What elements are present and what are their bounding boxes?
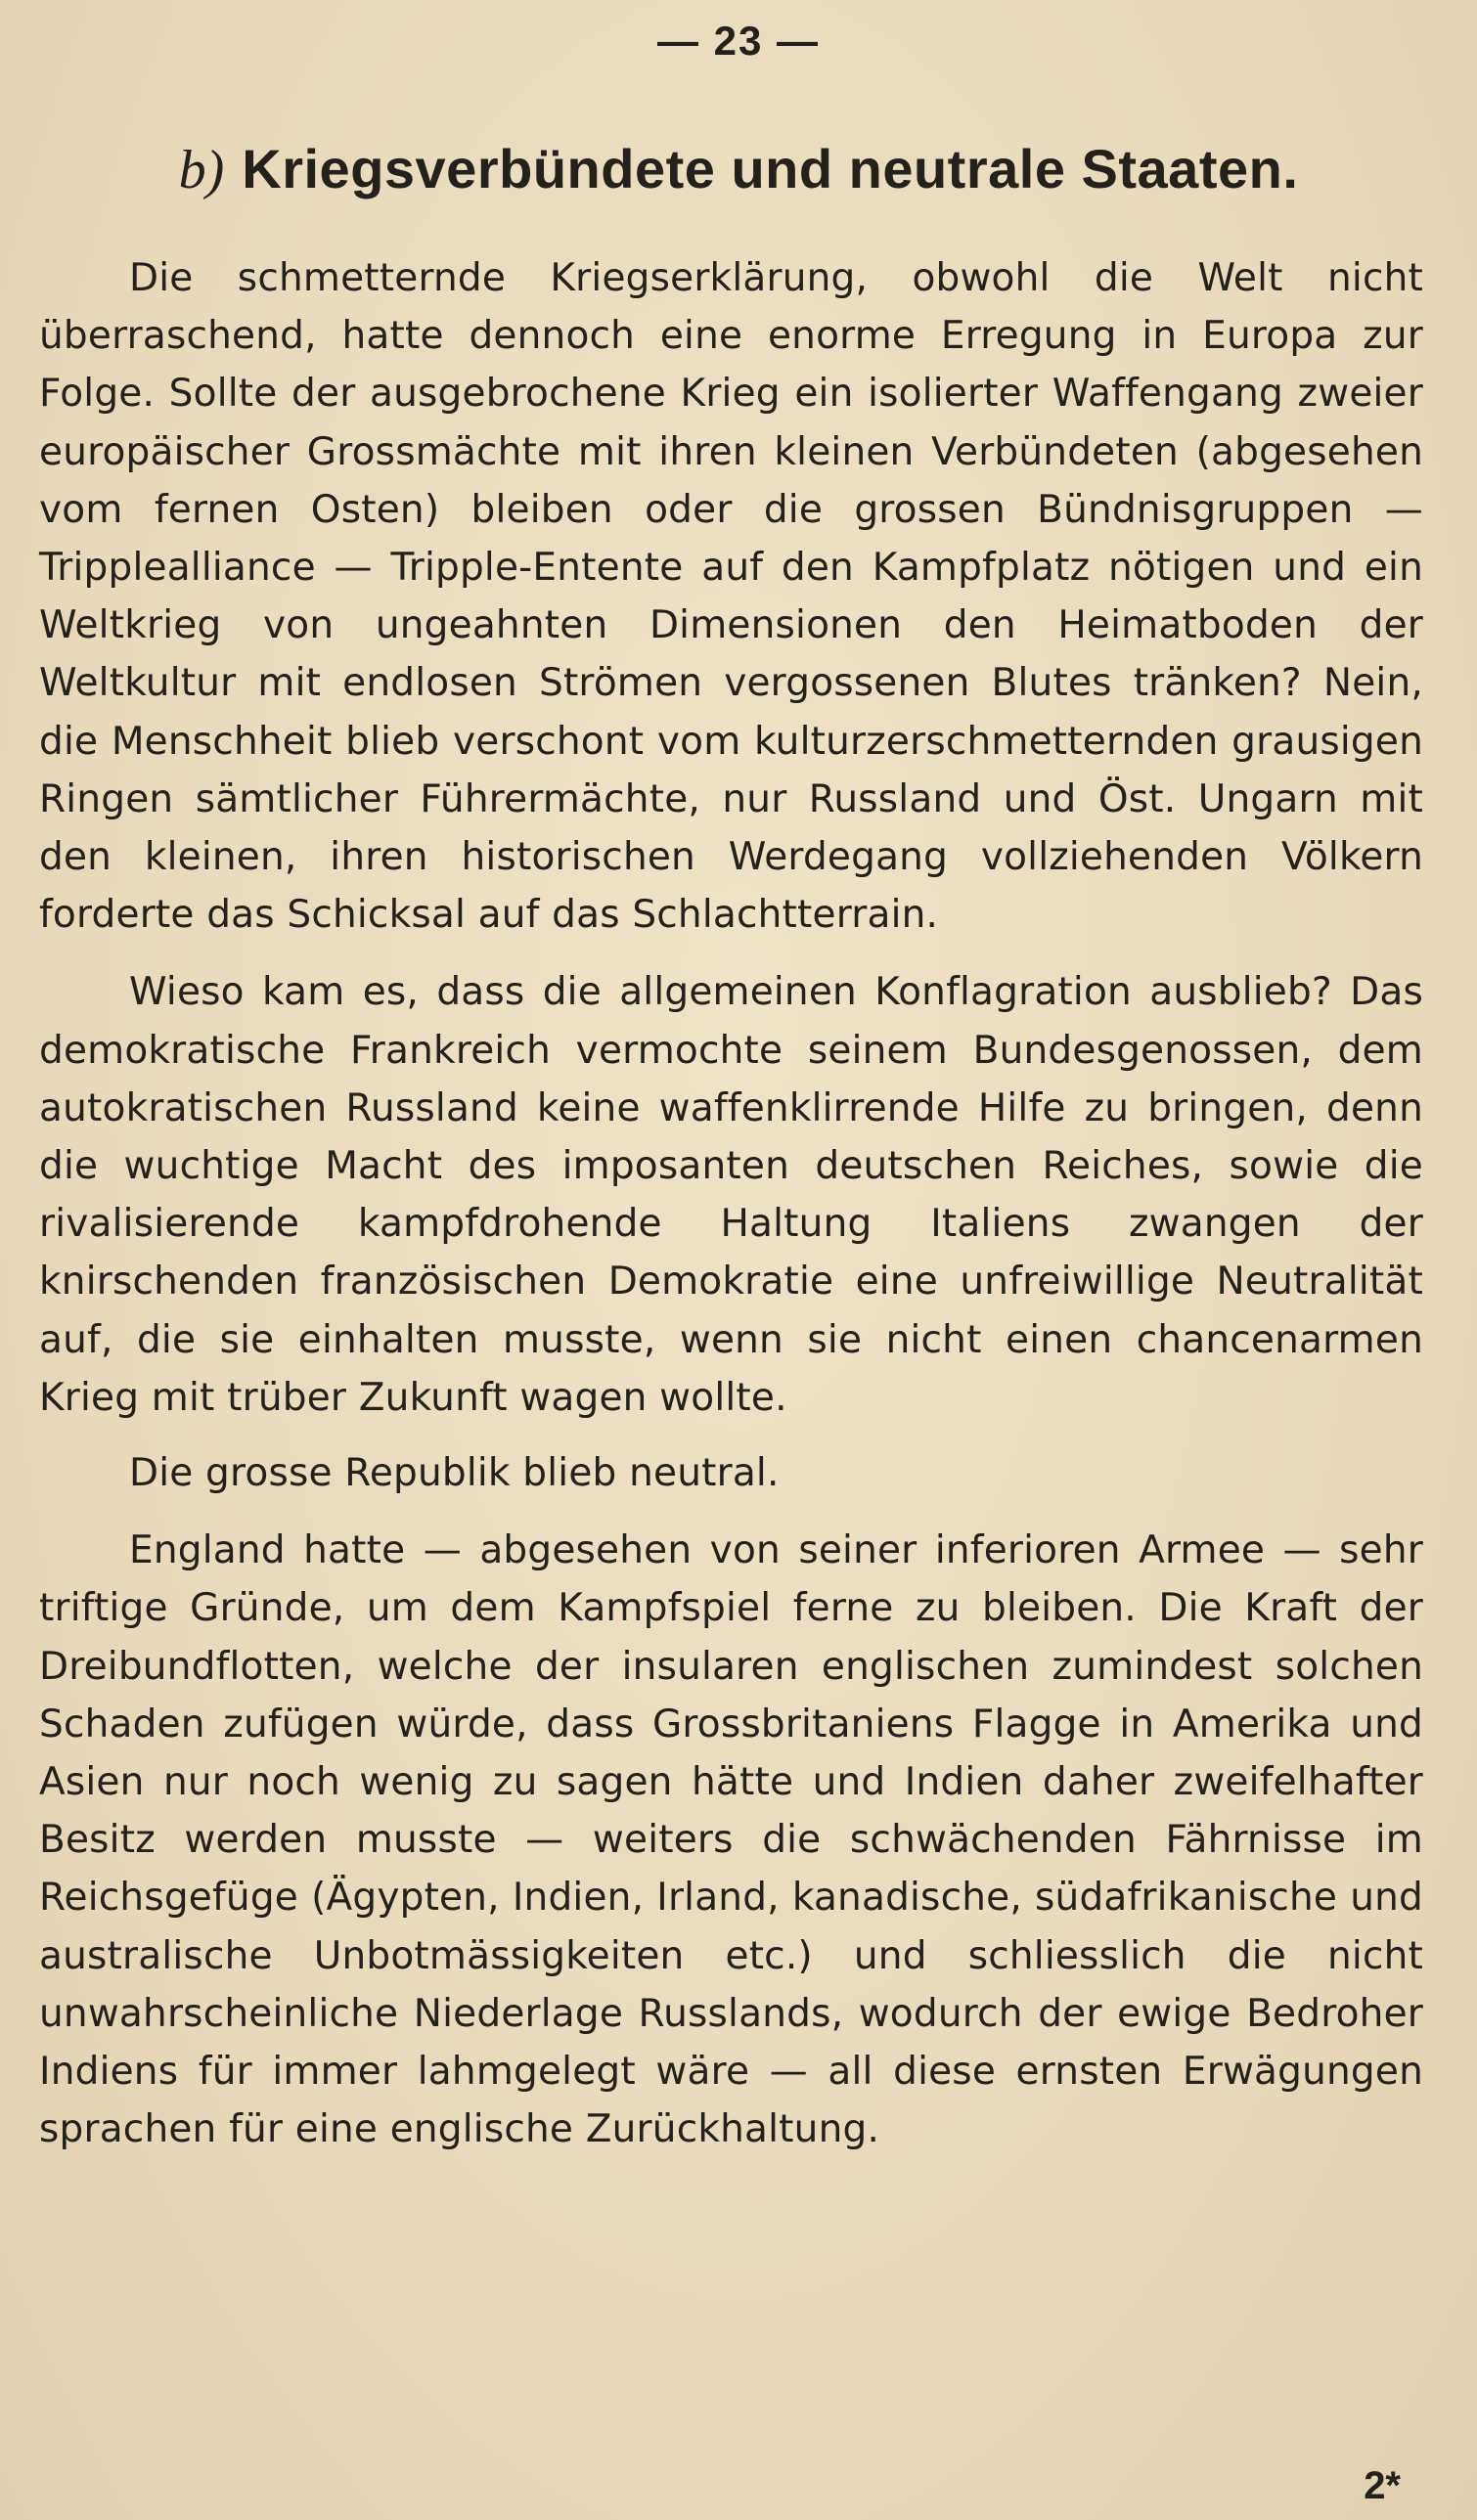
section-title: Kriegsverbündete und neutrale Staaten. [242, 138, 1299, 199]
body-text [39, 249, 1423, 2159]
section-label: b) [178, 140, 225, 200]
signature-mark: 2* [1364, 2464, 1401, 2507]
paragraph-republic-neutral: Die grosse Republik blieb neutral. [129, 1451, 780, 1496]
paragraph-war-declaration: Die schmetternde Kriegserklärung, obwohl die Welt nicht überraschend, hatte dennoch eine enorme Erregung in Europa zur Folge. Sollte der ausgebrochene Krieg ein isolierter Waffengang zweier europäischer Grossmächte mit ihren kleinen Verbündeten (abgesehen vom fernen Osten) bleiben oder die grossen Bündnisgruppen — Tripplealliance — Tripple-Entente auf den Kampfplatz nötigen und ein Weltkrieg von ungeahnten Dimensionen den Heimatboden der Weltkultur mit endlosen Strömen vergossenen Blutes tränken? Nein, die Menschheit blieb verschont vom kulturzerschmetternden grausigen Ringen sämtlicher Führermächte, nur Russland und Öst. Ungarn mit den kleinen, ihren historischen Werdegang vollziehenden Völkern forderte das Schicksal auf das Schlachtterrain. [39, 256, 1423, 938]
section-heading [0, 135, 1477, 204]
paragraph-england: England hatte — abgesehen von seiner inferioren Armee — sehr triftige Gründe, um dem Kampfspiel ferne zu bleiben. Die Kraft der Dreibundflotten, welche der insularen englischen zumindest solchen Schaden zufügen würde, dass Grossbritaniens Flagge in Amerika und Asien nur noch wenig zu sagen hätte und Indien daher zweifelhafter Besitz werden musste — weiters die schwächenden Fährnisse im Reichsgefüge (Ägypten, Indien, Irland, kanadische, südafrikanische und australische Unbotmässigkeiten etc.) und schliesslich die nicht unwahrscheinliche Niederlage Russlands, wodurch der ewige Bedroher Indiens für immer lahmgelegt wäre — all diese ernsten Erwägungen sprachen für eine englische Zurückhaltung. [39, 1528, 1423, 2152]
page-number: — 23 — [656, 18, 821, 64]
paragraph-conflagration: Wieso kam es, dass die allgemeinen Konflagration ausblieb? Das demokratische Frankreich vermochte seinem Bundesgenossen, dem autokratischen Russland keine waffenklirrende Hilfe zu bringen, denn die wuchtige Macht des imposanten deutschen Reiches, sowie die rivalisierende kampfdrohende Haltung Italiens zwangen der knirschenden französischen Demokratie eine unfreiwillige Neutralität auf, die sie einhalten musste, wenn sie nicht einen chancenarmen Krieg mit trüber Zukunft wagen wollte. [39, 970, 1423, 1420]
